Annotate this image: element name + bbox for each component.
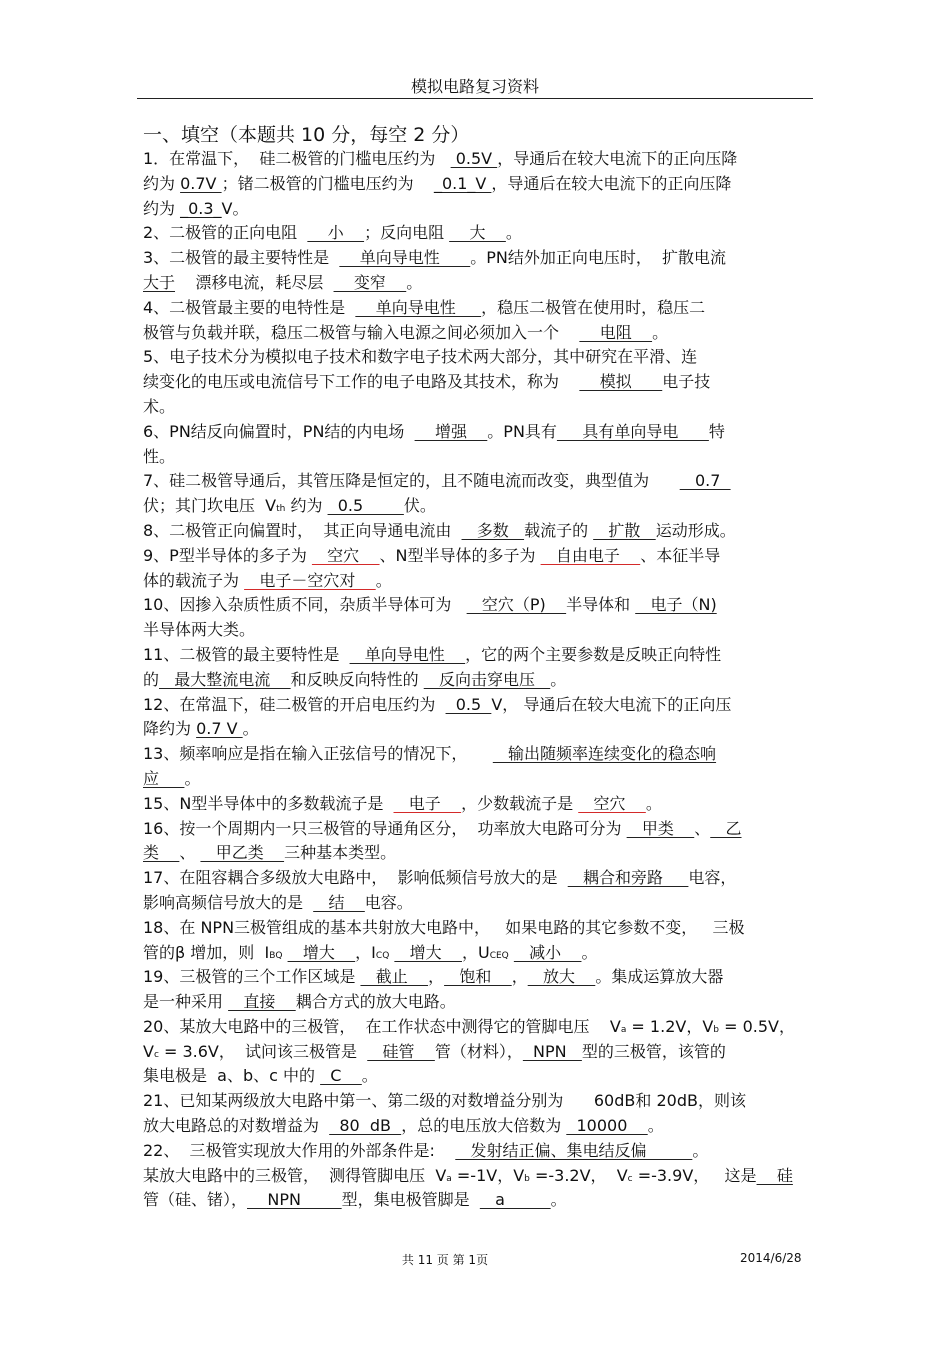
text-run: 、本征半导 (640, 545, 721, 565)
text-run: 、 (179, 843, 201, 863)
answer-blank: 耦合和旁路 (567, 868, 689, 888)
answer-blank-red: 电子－空穴对 (244, 570, 376, 590)
text-line (143, 866, 807, 891)
answer-blank: 模拟 (579, 372, 663, 392)
answer-blank: 0.5 (327, 496, 404, 516)
text-line (143, 395, 807, 420)
text-run: ；锗二极管的门槛电压约为 (221, 173, 434, 193)
text-run: 术。 (143, 396, 176, 416)
text-run: V。 (221, 198, 249, 218)
answer-blank: 大 (449, 223, 506, 243)
text-run: 漂移电流，耗尽层 (175, 272, 334, 292)
subscript: b (713, 1024, 719, 1035)
text-run: 是一种采用 (143, 992, 229, 1012)
text-run: ， (428, 967, 445, 987)
answer-blank: 最大整流电流 (159, 669, 291, 689)
text-line (143, 296, 807, 321)
text-run: 载流子的 (524, 520, 594, 540)
text-run: 。 (184, 768, 201, 788)
answer-blank: 硅 (756, 1165, 793, 1185)
answer-blank: 0.7 V (196, 719, 243, 739)
text-line (143, 1015, 807, 1040)
answer-blank: 应 (143, 768, 185, 788)
text-run: 10、因掺入杂质性质不同，杂质半导体可为 (143, 595, 467, 615)
answer-blank-red: 自由电子 (540, 545, 641, 565)
text-run: 三种基本类型。 (284, 843, 397, 863)
text-run: 21、已知某两级放大电路中第一、第二级的对数增益分别为 60dB和 20dB，则该 (143, 1091, 746, 1111)
text-run: ，导通后在较大电流下的正向压降 (491, 173, 732, 193)
text-line (143, 1064, 807, 1089)
text-run: 20、某放大电路中的三极管， 在工作状态中测得它的管脚电压 V (143, 1016, 621, 1036)
text-run: =-3.9V， 这是 (632, 1165, 757, 1185)
subscript: c (627, 1173, 633, 1184)
answer-blank: _0.1_V (433, 173, 492, 193)
text-line (143, 569, 807, 594)
text-run: 4、二极管最主要的电特性是 (143, 297, 356, 317)
text-run: 约为 (143, 198, 181, 218)
text-line (143, 519, 807, 544)
text-run: ，导通后在较大电流下的正向压降 (497, 149, 738, 168)
text-run: =-3.2V， V (529, 1165, 628, 1185)
text-run: 、N型半导体的多子为 (379, 545, 541, 565)
subscript: CEQ (489, 950, 509, 961)
text-line (143, 965, 807, 990)
text-run: 8、二极管正向偏置时， 其正向导通电流由 (143, 520, 462, 540)
text-run: 性。 (143, 446, 176, 466)
answer-blank: _0.3_ (180, 198, 222, 218)
answer-blank: 减小 (513, 942, 582, 962)
text-run: 2、二极管的正向电阻 (143, 223, 308, 243)
answer-blank: 单向导电性 (339, 248, 471, 268)
text-line (143, 445, 807, 470)
answer-blank: C (320, 1066, 362, 1086)
text-run: 。 (361, 1066, 378, 1086)
text-run: 。 (647, 1116, 664, 1136)
text-line (143, 172, 807, 197)
subscript: th (276, 504, 286, 515)
text-run: 。集成运算放大器 (595, 967, 724, 987)
answer-blank: 10000 (566, 1116, 648, 1136)
text-line (143, 668, 807, 693)
text-run: 12、在常温下，硅二极管的开启电压约为 (143, 694, 446, 714)
header-divider (137, 98, 813, 99)
text-run: 5、电子技术分为模拟电子技术和数字电子技术两大部分，其中研究在平滑、连 (143, 347, 698, 367)
text-run: 续变化的电压或电流信号下工作的电子电路及其技术，称为 (143, 372, 580, 392)
text-run: 特 (708, 421, 725, 441)
answer-blank: 0.5 (445, 694, 492, 714)
text-line (143, 916, 807, 941)
text-run: ，它的两个主要参数是反映正向特性 (465, 644, 722, 664)
text-run: 。 (550, 1190, 567, 1210)
text-run: 13、频率响应是指在输入正弦信号的情况下， (143, 744, 493, 764)
text-run: ，I (355, 942, 376, 962)
text-run: ，少数载流子是 (461, 793, 579, 813)
answer-blank: 发射结正偏、集电结反偏 (455, 1140, 693, 1160)
text-line (143, 494, 807, 519)
text-run: 、 (694, 818, 711, 838)
answer-blank: 增大 (287, 942, 356, 962)
text-run: ，U (461, 942, 490, 962)
text-line (143, 221, 807, 246)
answer-blank: 输出随频率连续变化的稳态响 (492, 744, 717, 764)
answer-blank-red: 空穴 (578, 793, 646, 813)
text-line (143, 817, 807, 842)
text-run: 的 (143, 669, 160, 689)
answer-blank: 0.7V (180, 173, 222, 193)
subscript: b (524, 1173, 530, 1184)
text-run: 某放大电路中的三极管， 测得管脚电压 V (143, 1165, 447, 1185)
text-run: 。 (645, 793, 662, 813)
text-run: ， (511, 967, 528, 987)
text-run: 15、N型半导体中的多数载流子是 (143, 793, 394, 813)
answer-blank: 增大 (394, 942, 462, 962)
answer-blank: 截止 (360, 967, 429, 987)
text-line (143, 792, 807, 817)
text-run: 3、二极管的最主要特性是 (143, 248, 340, 268)
text-run: 16、按一个周期内一只三极管的导通角区分， 功率放大电路可分为 (143, 818, 627, 838)
text-run: =-1V，V (451, 1165, 525, 1185)
text-run: 。 (375, 570, 392, 590)
answer-blank: 直接 (228, 992, 296, 1012)
text-line (143, 544, 807, 569)
answer-blank: 具有单向导电 (556, 421, 709, 441)
text-run: 9、P型半导体的多子为 (143, 545, 312, 565)
text-line (143, 1164, 807, 1189)
text-line (143, 841, 807, 866)
text-run: 。 (242, 719, 259, 739)
text-line (143, 420, 807, 445)
text-line (143, 717, 807, 742)
text-run: 伏；其门坎电压 V (143, 496, 277, 516)
answer-blank: 结 (313, 892, 365, 912)
text-run: 管的β 增加，则 I (143, 942, 270, 962)
subscript: a (446, 1173, 452, 1184)
text-run: ，总的电压放大倍数为 (401, 1116, 567, 1136)
text-run: 7、硅二极管导通后，其管压降是恒定的，且不随电流而改变，典型值为 (143, 471, 680, 491)
answer-blank: 反向击穿电压 (423, 669, 551, 689)
text-run: 。PN结外加正向电压时， 扩散电流 (470, 248, 727, 268)
answer-blank: 类 (143, 843, 180, 863)
text-run: 管（材料）， (434, 1041, 523, 1061)
text-run: 22、 三极管实现放大作用的外部条件是: (143, 1140, 456, 1160)
text-run: 半导体两大类。 (143, 620, 256, 640)
question-body (143, 147, 807, 1213)
text-run: = 3.6V， 试问该三极管是 (158, 1041, 368, 1061)
text-line (143, 593, 807, 618)
answer-blank: 0.5V (450, 149, 498, 168)
text-line (143, 643, 807, 668)
text-run: 电子技 (662, 372, 711, 392)
text-line (143, 147, 807, 172)
answer-blank: 空穴（P) (466, 595, 567, 615)
text-run: V (143, 1041, 154, 1061)
text-run: 型的三极管，该管的 (581, 1041, 726, 1061)
text-run: ，稳压二极管在使用时，稳压二 (481, 297, 706, 317)
answer-blank: NPN (247, 1190, 342, 1210)
subscript: c (153, 1049, 159, 1060)
text-run: 17、在阻容耦合多级放大电路中， 影响低频信号放大的是 (143, 868, 568, 888)
answer-blank: 0.7 (679, 471, 731, 491)
answer-blank: 甲类 (626, 818, 695, 838)
text-line (143, 1089, 807, 1114)
text-line (143, 693, 807, 718)
section-title: 一、填空（本题共 10 分，每空 2 分） (143, 124, 470, 146)
text-run: = 1.2V，V (626, 1016, 714, 1036)
text-run: 运动形成。 (655, 520, 736, 540)
text-run: 影响高频信号放大的是 (143, 892, 314, 912)
text-run: 极管与负载并联，稳压二极管与输入电源之间必须加入一个 (143, 322, 580, 342)
text-line (143, 1139, 807, 1164)
answer-blank: 小 (307, 223, 365, 243)
text-run: 放大电路总的对数增益为 (143, 1116, 330, 1136)
answer-blank: 电阻 (579, 322, 653, 342)
answer-blank: 大于 (143, 272, 176, 292)
subscript: a (620, 1024, 627, 1035)
text-line (143, 990, 807, 1015)
text-line (143, 370, 807, 395)
text-run: 和反映反向特性的 (290, 669, 424, 689)
text-run: 。 (581, 942, 598, 962)
text-run: 11、二极管的最主要特性是 (143, 644, 350, 664)
subscript: BQ (269, 950, 283, 961)
text-run: 1．在常温下， 硅二极管的门槛电压约为 (143, 149, 451, 168)
text-line (143, 1114, 807, 1139)
text-line (143, 891, 807, 916)
text-line (143, 197, 807, 222)
text-line (143, 469, 807, 494)
text-run: 19、三极管的三个工作区域是 (143, 967, 361, 987)
text-run: 耦合方式的放大电路。 (295, 992, 456, 1012)
answer-blank: 电子（N) (635, 595, 717, 615)
text-run: 。 (406, 272, 423, 292)
text-line (143, 271, 807, 296)
text-line (143, 345, 807, 370)
text-line (143, 767, 807, 792)
answer-blank: 变窄 (333, 272, 407, 292)
text-run: 半导体和 (566, 595, 636, 615)
text-run: 降约为 (143, 719, 197, 739)
text-run: 管（硅、锗）， (143, 1190, 248, 1210)
text-run: 约为 (143, 173, 181, 193)
text-line (143, 742, 807, 767)
text-run: 集电极是 a、b、c 中的 (143, 1066, 321, 1086)
text-run: 。PN具有 (487, 421, 557, 441)
text-run: = 0.5V， (718, 1016, 795, 1036)
answer-blank: 扩散 (593, 520, 656, 540)
text-run: 电容， (688, 868, 737, 888)
answer-blank: 甲乙类 (200, 843, 285, 863)
answer-blank: 乙 (710, 818, 742, 838)
answer-blank-red: 电子 (393, 793, 462, 813)
answer-blank: 增强 (414, 421, 488, 441)
text-line (143, 618, 807, 643)
answer-blank: a (479, 1190, 551, 1210)
text-run: 。 (550, 669, 567, 689)
answer-blank: 单向导电性 (355, 297, 482, 317)
document-header-title: 模拟电路复习资料 (410, 77, 539, 96)
text-run: V， 导通后在较大电流下的正向压 (491, 694, 732, 714)
answer-blank: 硅管 (367, 1041, 435, 1061)
text-run: 约为 (285, 496, 328, 516)
text-run: 6、PN结反向偏置时，PN结的内电场 (143, 421, 415, 441)
answer-blank-red: 空穴 (311, 545, 380, 565)
text-line (143, 1040, 807, 1065)
subscript: CQ (375, 950, 390, 961)
text-line (143, 321, 807, 346)
answer-blank: NPN (522, 1041, 582, 1061)
footer-date: 2014/6/28 (740, 1251, 802, 1265)
text-line (143, 246, 807, 271)
page-number: 共 11 页 第 1页 (401, 1253, 489, 1267)
text-run: 体的载流子为 (143, 570, 245, 590)
text-run: ；反向电阻 (364, 223, 450, 243)
text-run: 伏。 (403, 496, 436, 516)
text-run: 。 (505, 223, 522, 243)
answer-blank: 80 dB (329, 1116, 402, 1136)
text-run: 18、在 NPN三极管组成的基本共射放大电路中， 如果电路的其它参数不变， 三极 (143, 917, 745, 937)
text-run: 。 (692, 1140, 709, 1160)
text-run: 型，集电极管脚是 (341, 1190, 480, 1210)
text-run: 。 (652, 322, 669, 342)
answer-blank: 单向导电性 (349, 644, 466, 664)
answer-blank: 放大 (527, 967, 596, 987)
text-line (143, 1188, 807, 1213)
answer-blank: 饱和 (444, 967, 512, 987)
text-run: 电容。 (364, 892, 413, 912)
text-line (143, 941, 807, 966)
answer-blank: 多数 (461, 520, 525, 540)
